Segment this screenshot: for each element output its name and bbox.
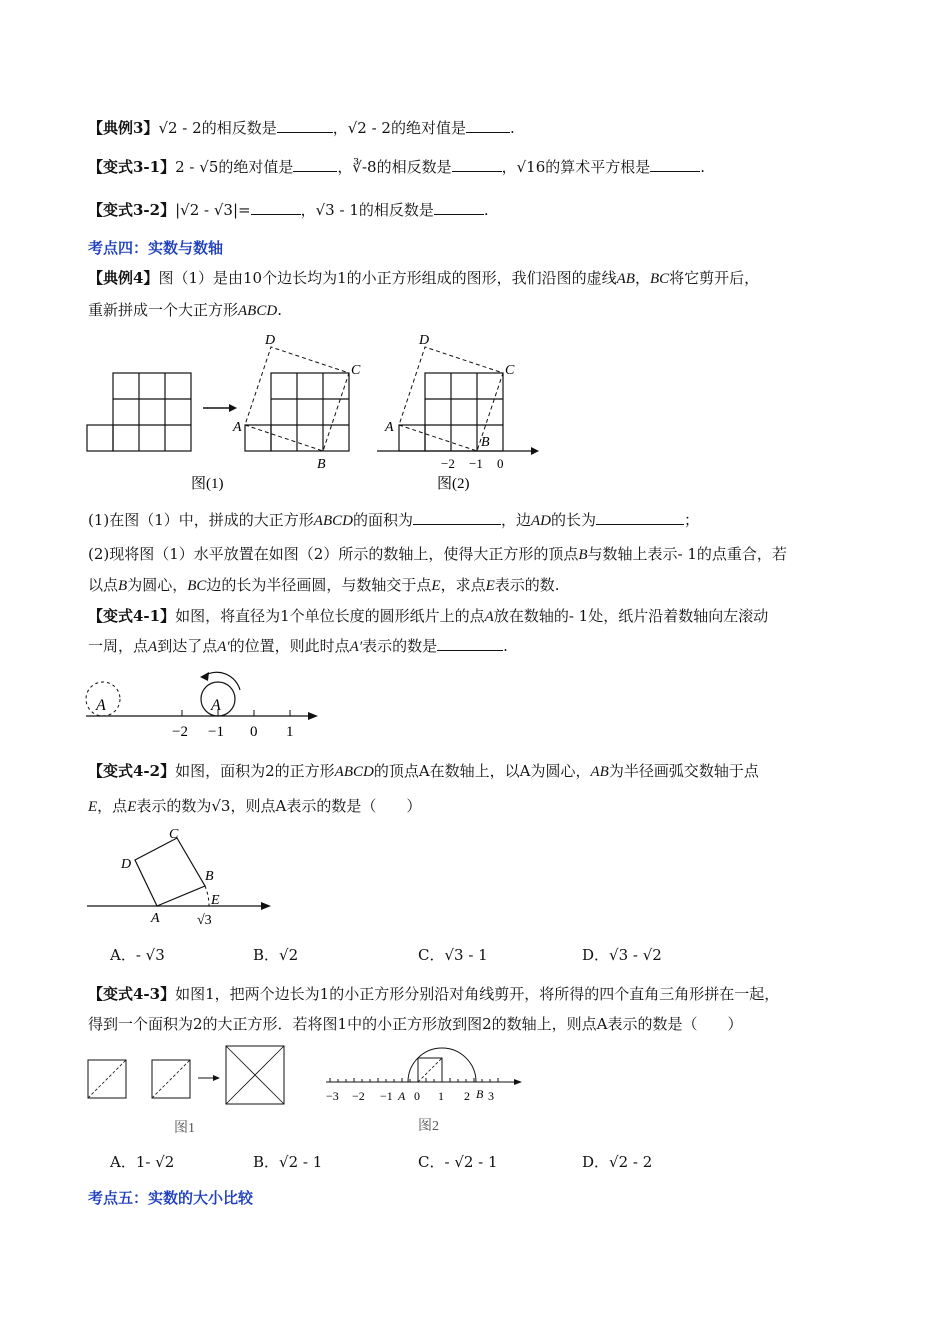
variant-3-2-text: 的相反数是	[358, 201, 434, 219]
example-4-question-2-line-2	[88, 575, 560, 596]
tick-label: −2	[172, 724, 188, 740]
sqrt3-minus-1: √3 - 1	[315, 201, 359, 219]
tick-label: −2	[441, 456, 455, 471]
variant-3-1-tag: 【变式3-1】	[88, 158, 176, 176]
segment-ab: AB	[616, 271, 635, 287]
question-text: (2)现将图（1）水平放置在如图（2）所示的数轴上，使得大正方形的顶点	[88, 545, 579, 563]
question-text: 的长为	[551, 511, 597, 529]
label-a: A	[385, 420, 394, 435]
example-4-question-1	[88, 510, 699, 531]
question-text: 放在数轴的	[493, 607, 569, 625]
segment-bc: BC	[649, 271, 670, 287]
question-text: 表示的数是	[362, 637, 438, 655]
figure-caption-1: 图1	[174, 1121, 195, 1136]
variant-4-2-line-1	[88, 761, 759, 782]
figure-caption-2: 图2	[418, 1119, 439, 1134]
question-text: 表示的数.	[494, 576, 560, 594]
option-a[interactable]: A．1- √2	[110, 1153, 175, 1171]
example-3-text: 的绝对值是	[390, 119, 466, 137]
point-e: E	[88, 799, 98, 815]
example-3-tag: 【典例3】	[88, 119, 159, 137]
expr-2-minus-sqrt5: 2 - √5	[175, 158, 219, 176]
question-text: 为圆心，	[127, 576, 188, 594]
comma: ，	[337, 158, 353, 176]
question-text: 如图，将直径为1个单位长度的圆形纸片上的点	[175, 607, 485, 625]
period: .	[483, 201, 489, 219]
example-4-figure	[85, 328, 555, 493]
question-text: 得到一个面积为2的大正方形．若将图1中的小正方形放到图2的数轴上，则点A表示的数是（ ）	[88, 1015, 743, 1033]
segment-bc: BC	[187, 578, 207, 594]
label-b: B	[481, 435, 490, 450]
answer-blank[interactable]	[413, 510, 501, 525]
label-d: D	[265, 333, 276, 348]
variant-4-3-figure-2	[322, 1024, 532, 1134]
tick-label: 0	[497, 456, 504, 471]
answer-blank[interactable]	[277, 118, 333, 133]
question-text: 到达了点	[157, 637, 218, 655]
variant-3-1-text: 的相反数是	[376, 158, 452, 176]
variant-4-2-line-2	[88, 796, 421, 817]
equals-sign: =	[238, 201, 251, 219]
variant-4-2-figure	[85, 822, 285, 932]
period: .	[700, 158, 706, 176]
option-d[interactable]: D．√2 - 2	[582, 1153, 653, 1171]
tick-label: −1	[469, 456, 483, 471]
tick-label: −1	[208, 724, 224, 740]
abs-sqrt2-minus-sqrt3: |√2 - √3|	[175, 201, 239, 219]
minus-one: - 1	[568, 607, 589, 625]
variant-4-1-figure	[82, 662, 322, 742]
example-3-text: 的相反数是	[201, 119, 277, 137]
option-c[interactable]: C．- √2 - 1	[418, 1153, 498, 1171]
sqrt2-minus-2: √2 - 2	[158, 119, 202, 137]
answer-blank[interactable]	[650, 157, 700, 172]
variant-3-2	[88, 200, 489, 220]
question-text: 处，纸片沿着数轴向左滚动	[588, 607, 769, 625]
label-a: A	[151, 911, 160, 926]
question-text: 如图，面积为2的正方形	[175, 762, 335, 780]
label-a: A	[398, 1089, 406, 1103]
label-c: C	[505, 363, 515, 378]
example-4-text: 图（1）是由10个边长均为1的小正方形组成的图形，我们沿图的虚线	[158, 269, 617, 287]
cbrt-minus-8: ∛-8	[352, 158, 377, 176]
square-abcd: ABCD	[238, 303, 278, 319]
question-text: ，边	[500, 511, 531, 529]
figure-caption-1: 图(1)	[191, 476, 224, 492]
comma: ，	[634, 269, 650, 287]
variant-4-1-line-2	[88, 636, 508, 657]
tick-label: 3	[488, 1089, 494, 1103]
tick-label: −1	[380, 1089, 393, 1103]
sqrt16: √16	[516, 158, 546, 176]
variant-3-1-text: 的算术平方根是	[545, 158, 651, 176]
variant-4-1-tag: 【变式4-1】	[88, 607, 176, 625]
option-b[interactable]: B．√2 - 1	[253, 1153, 323, 1171]
answer-blank[interactable]	[293, 157, 337, 172]
variant-4-2-tag: 【变式4-2】	[88, 762, 176, 780]
label-sqrt3: √3	[197, 913, 212, 928]
segment-ad: AD	[531, 513, 551, 529]
variant-4-1-line-1	[88, 606, 768, 627]
point-b: B	[118, 578, 128, 594]
point-a: A	[148, 639, 158, 655]
period: .	[503, 637, 508, 655]
segment-ab: AB	[590, 764, 609, 780]
example-4-line-2	[88, 300, 282, 321]
comma: ，	[300, 201, 316, 219]
tick-label: 1	[438, 1089, 444, 1103]
question-text: 边的长为半径画圆，与数轴交于点	[206, 576, 432, 594]
sqrt2-minus-2: √2 - 2	[347, 119, 391, 137]
label-d: D	[419, 333, 430, 348]
tick-label: 0	[414, 1089, 420, 1103]
example-4-question-2-line-1	[88, 544, 787, 565]
question-text: 为半径画弧交数轴于点	[608, 762, 759, 780]
question-text: ，则点A表示的数是（ ）	[230, 797, 422, 815]
answer-blank[interactable]	[466, 118, 510, 133]
tick-label: 1	[286, 724, 294, 740]
point-b: B	[578, 547, 588, 563]
sqrt3: √3	[211, 797, 231, 815]
tick-label: 0	[250, 724, 258, 740]
example-4-text: 将它剪开后，	[669, 269, 760, 287]
point-e: E	[431, 578, 441, 594]
period: .	[509, 119, 515, 137]
point-a: A	[484, 609, 494, 625]
label-d: D	[121, 857, 132, 872]
label-b: B	[476, 1087, 484, 1101]
question-text: ，点	[97, 797, 128, 815]
label-b: B	[205, 869, 214, 884]
section-heading-5: 考点五：实数的大小比较	[88, 1189, 254, 1207]
label-c: C	[169, 827, 179, 842]
tick-label: 2	[464, 1089, 470, 1103]
label-c: C	[351, 363, 361, 378]
question-text: 如图1，把两个边长为1的小正方形分别沿对角线剪开，将所得的四个直角三角形拼在一起，	[175, 985, 780, 1003]
answer-blank[interactable]	[434, 200, 484, 215]
variant-3-1-text: 的绝对值是	[218, 158, 294, 176]
label-a: A	[233, 420, 242, 435]
variant-4-3-line-1	[88, 984, 779, 1004]
option-a[interactable]: A．- √3	[110, 946, 165, 964]
question-text: 与数轴上表示	[587, 545, 678, 563]
question-text: 的点重合，若	[696, 545, 787, 563]
answer-blank[interactable]	[437, 636, 503, 651]
square-abcd: ABCD	[313, 513, 353, 529]
question-text: (1)在图（1）中，拼成的大正方形	[88, 511, 314, 529]
answer-blank[interactable]	[596, 510, 684, 525]
variant-4-3-tag: 【变式4-3】	[88, 985, 176, 1003]
variant-3-2-tag: 【变式3-2】	[88, 201, 176, 219]
option-b[interactable]: B．√2	[253, 946, 299, 964]
label-a: A	[211, 697, 221, 714]
answer-blank[interactable]	[452, 157, 502, 172]
question-text: 的位置，则此时点	[229, 637, 350, 655]
question-text: 的面积为	[352, 511, 413, 529]
square-abcd: ABCD	[334, 764, 374, 780]
question-text: 表示的数为	[136, 797, 212, 815]
question-text: ，求点	[440, 576, 486, 594]
example-4-text: 重新拼成一个大正方形	[88, 301, 239, 319]
question-text: 一周，点	[88, 637, 149, 655]
variant-3-1	[88, 157, 705, 177]
point-a-prime: A′	[349, 639, 363, 655]
label-e: E	[211, 893, 220, 908]
option-d[interactable]: D．√3 - √2	[582, 946, 662, 964]
label-b: B	[317, 457, 326, 472]
point-e: E	[127, 799, 137, 815]
tick-label: −3	[326, 1089, 339, 1103]
minus-one: - 1	[677, 545, 697, 563]
point-e: E	[485, 578, 495, 594]
question-text: 的顶点A在数轴上，以A为圆心，	[373, 762, 591, 780]
semicolon: ；	[684, 511, 700, 529]
point-a-prime: A′	[217, 639, 230, 655]
question-text: 以点	[88, 576, 119, 594]
period: .	[277, 301, 282, 319]
tick-label: −2	[352, 1089, 365, 1103]
comma: ，	[501, 158, 517, 176]
option-c[interactable]: C．√3 - 1	[418, 946, 488, 964]
answer-blank[interactable]	[251, 200, 301, 215]
example-3	[88, 118, 515, 138]
label-a-prime: A	[96, 697, 106, 714]
comma: ，	[332, 119, 348, 137]
figure-caption-2: 图(2)	[437, 476, 470, 492]
variant-4-3-figure-1	[84, 1042, 304, 1142]
example-4-line-1	[88, 268, 759, 289]
example-4-tag: 【典例4】	[88, 269, 159, 287]
section-heading-4: 考点四：实数与数轴	[88, 239, 224, 257]
